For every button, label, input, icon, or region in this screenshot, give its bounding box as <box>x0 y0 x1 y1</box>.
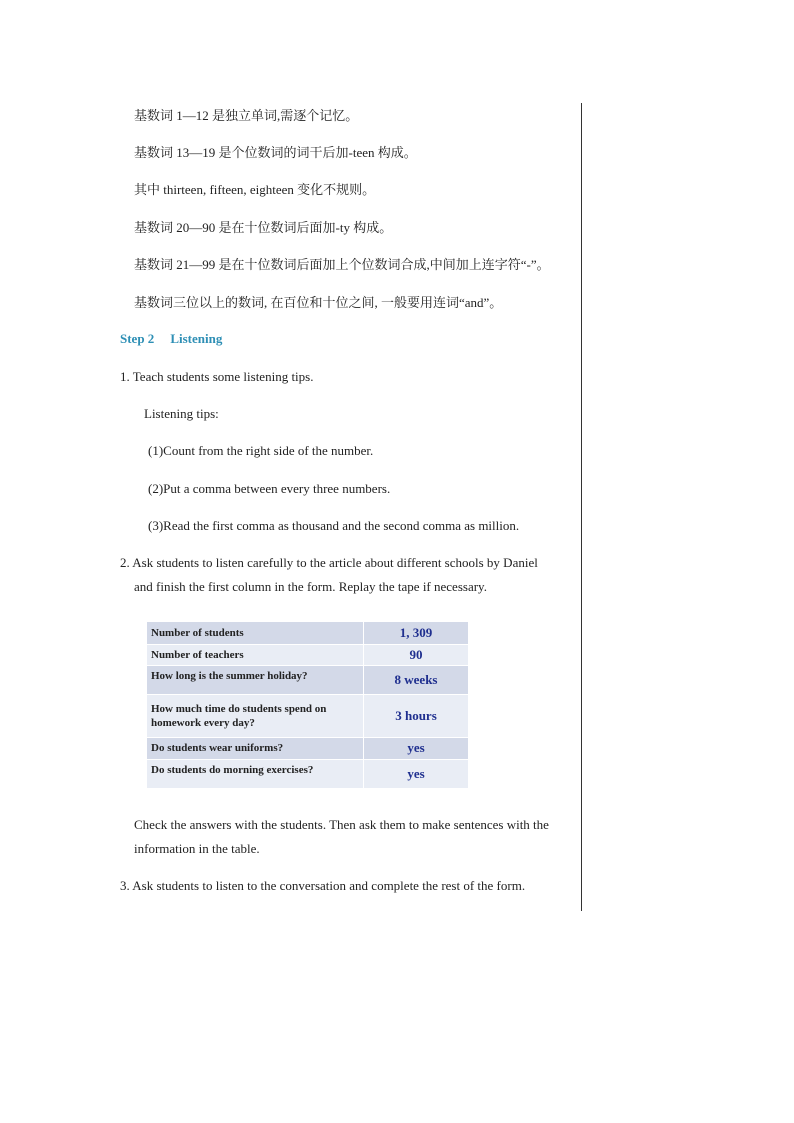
note-line: 基数词 13—19 是个位数词的词干后加-teen 构成。 <box>134 145 417 160</box>
column-divider <box>581 103 582 911</box>
table-row <box>147 759 468 788</box>
note-line: 基数词三位以上的数词, 在百位和十位之间, 一般要用连词“and”。 <box>134 295 503 310</box>
item-3: 3. Ask students to listen to the conversation and complete the rest of the form. <box>120 878 526 893</box>
step-heading <box>120 331 222 347</box>
question-cell: How long is the summer holiday? <box>147 665 364 694</box>
tip-item: (1)Count from the right side of the number. <box>148 443 374 458</box>
question-cell: Number of teachers <box>147 644 364 665</box>
note-line: 基数词 20—90 是在十位数词后面加-ty 构成。 <box>134 220 393 235</box>
listening-form-table <box>147 622 468 789</box>
answer-cell: 1, 309 <box>364 622 469 644</box>
table-row <box>147 622 468 644</box>
item-1: 1. Teach students some listening tips. <box>120 369 314 384</box>
answer-cell: 90 <box>364 644 469 665</box>
table-row <box>147 737 468 759</box>
tip-item: (2)Put a comma between every three numbers. <box>148 481 391 496</box>
table-row <box>147 665 468 694</box>
answer-cell: yes <box>364 737 469 759</box>
tips-title: Listening tips: <box>144 406 219 421</box>
item-2-line-2: and finish the first column in the form. Replay the tape if necessary. <box>134 579 487 594</box>
question-cell: Do students do morning exercises? <box>147 759 364 788</box>
table-row <box>147 644 468 665</box>
answer-cell: yes <box>364 759 469 788</box>
table-row <box>147 694 468 737</box>
tip-item: (3)Read the first comma as thousand and the second comma as million. <box>148 518 520 533</box>
note-line: 基数词 1—12 是独立单词,需逐个记忆。 <box>134 108 359 123</box>
note-line: 其中 thirteen, fifteen, eighteen 变化不规则。 <box>134 182 376 197</box>
check-paragraph: Check the answers with the students. Then ask them to make sentences with the information in the table. <box>134 817 549 856</box>
question-cell: How much time do students spend on homework every day? <box>147 694 364 737</box>
step-number: Step 2 <box>120 331 155 346</box>
note-line: 基数词 21—99 是在十位数词后面加上个位数词合成,中间加上连字符“-”。 <box>134 257 550 272</box>
question-cell: Do students wear uniforms? <box>147 737 364 759</box>
answer-cell: 8 weeks <box>364 665 469 694</box>
question-cell: Number of students <box>147 622 364 644</box>
step-title: Listening <box>170 331 223 346</box>
answer-cell: 3 hours <box>364 694 469 737</box>
item-2-line-1: 2. Ask students to listen carefully to the article about different schools by Daniel <box>120 555 538 570</box>
